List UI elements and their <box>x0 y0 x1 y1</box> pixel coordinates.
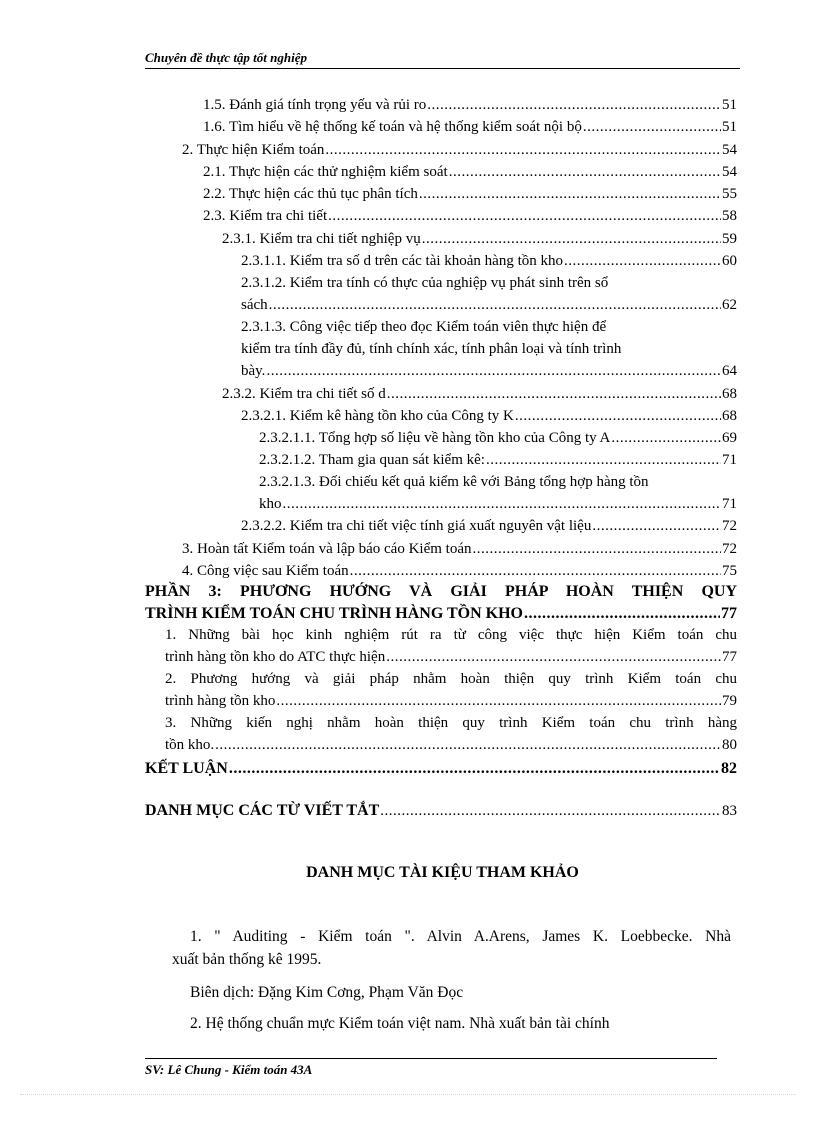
toc-entry <box>241 360 737 382</box>
toc-label: 2.2. Thực hiện các thủ tục phân tích <box>203 186 418 202</box>
toc-label: 2.3.1. Kiểm tra chi tiết nghiệp vụ <box>222 231 421 247</box>
toc-entry <box>165 734 737 756</box>
toc-label: 2.1. Thực hiện các thử nghiệm kiểm soát <box>203 164 448 180</box>
page-footer: SV: Lê Chung - Kiểm toán 43A <box>145 1062 313 1077</box>
toc-page: 58 <box>722 208 737 224</box>
toc-page: 71 <box>722 496 737 512</box>
toc-page: 68 <box>722 386 737 402</box>
toc-entry <box>145 758 737 780</box>
toc-label: TRÌNH KIỂM TOÁN CHU TRÌNH HÀNG TỒN KHO <box>145 605 523 622</box>
toc-page: 54 <box>722 142 737 158</box>
toc-entry <box>259 449 737 471</box>
toc-label: trình hàng tồn kho <box>165 693 276 709</box>
toc-entry <box>203 161 737 183</box>
toc-label-line: 2.3.1.2. Kiểm tra tính có thực của nghiệp vụ phát sinh trên sổ <box>241 275 609 291</box>
toc-entry <box>182 560 737 582</box>
toc-page: 59 <box>722 231 737 247</box>
toc-page: 71 <box>722 452 737 468</box>
page-edge <box>20 1094 796 1095</box>
toc-entry <box>165 646 737 668</box>
reference-item-2: 2. Hệ thống chuẩn mực Kiểm toán việt nam. Nhà xuất bản tài chính <box>190 1015 610 1032</box>
toc-entry <box>145 800 737 822</box>
toc-page: 83 <box>722 803 737 819</box>
reference-item-1: 1. " Auditing - Kiểm toán ". Alvin A.Arens, James K. Loebbecke. Nhà <box>190 928 731 945</box>
toc-entry <box>203 116 737 138</box>
toc-page: 79 <box>722 693 737 709</box>
toc-label: 1.6. Tìm hiểu về hệ thống kế toán và hệ thống kiểm soát nội bộ <box>203 119 582 135</box>
part-heading-line: PHẦN 3: PHƯƠNG HƯỚNG VÀ GIẢI PHÁP HOÀN THIỆN QUY <box>145 583 737 600</box>
toc-page: 55 <box>722 186 737 202</box>
toc-label-line: 3. Những kiến nghị nhằm hoàn thiện quy trình Kiểm toán chu trình hàng <box>165 715 737 731</box>
toc-page: 80 <box>722 737 737 753</box>
reference-item-1-cont: xuất bản thống kê 1995. <box>172 951 322 968</box>
page-header: Chuyên đề thực tập tốt nghiệp <box>145 50 740 69</box>
toc-entry <box>222 228 737 250</box>
toc-label: kho <box>259 496 282 512</box>
toc-entry <box>241 294 737 316</box>
toc-entry <box>145 603 737 625</box>
toc-entry <box>222 383 737 405</box>
toc-page: 60 <box>722 253 737 269</box>
toc-label-line: kiểm tra tính đầy đủ, tính chính xác, tính phân loại và tính trình <box>241 341 622 357</box>
toc-entry <box>165 690 737 712</box>
toc-entry <box>241 405 737 427</box>
toc-label: 2.3.2.1.2. Tham gia quan sát kiểm kê: <box>259 452 485 468</box>
toc-page: 77 <box>721 605 737 622</box>
toc-page: 69 <box>722 430 737 446</box>
toc-entry <box>203 183 737 205</box>
toc-entry <box>259 493 737 515</box>
toc-label-line: 2. Phương hướng và giải pháp nhằm hoàn thiện quy trình Kiểm toán chu <box>165 671 737 687</box>
toc-page: 82 <box>721 760 737 777</box>
toc-page: 64 <box>722 363 737 379</box>
toc-label: DANH MỤC CÁC TỪ VIẾT TẮT <box>145 802 380 819</box>
references-title: DANH MỤC TÀI KIỆU THAM KHẢO <box>306 864 579 881</box>
toc-page: 54 <box>722 164 737 180</box>
toc-entry <box>182 538 737 560</box>
toc-entry <box>203 205 737 227</box>
toc-label: tồn kho. <box>165 737 215 753</box>
toc-entry <box>203 94 737 116</box>
toc-label: 2.3.2.1.1. Tổng hợp số liệu về hàng tồn kho của Công ty A <box>259 430 611 446</box>
toc-page: 51 <box>722 97 737 113</box>
toc-page: 75 <box>722 563 737 579</box>
toc-label: KẾT LUẬN <box>145 760 228 777</box>
toc-entry <box>241 250 737 272</box>
toc-label: 1.5. Đánh giá tính trọng yếu và rủi ro <box>203 97 427 113</box>
toc-label: 2.3. Kiểm tra chi tiết <box>203 208 328 224</box>
toc-label: 2.3.2.2. Kiểm tra chi tiết việc tính giá xuất nguyên vật liệu <box>241 518 592 534</box>
toc-label-line: 2.3.2.1.3. Đối chiếu kết quả kiểm kê với Bảng tổng hợp hàng tồn <box>259 474 649 490</box>
toc-label: 2.3.2. Kiểm tra chi tiết số d <box>222 386 386 402</box>
toc-entry <box>241 515 737 537</box>
toc-label: 2.3.2.1. Kiểm kê hàng tồn kho của Công ty K <box>241 408 514 424</box>
toc-entry <box>259 427 737 449</box>
toc-page: 77 <box>722 649 737 665</box>
toc-label-line: 1. Những bài học kinh nghiệm rút ra từ công việc thực hiện Kiểm toán chu <box>165 627 737 643</box>
toc-page: 72 <box>722 518 737 534</box>
toc-page: 72 <box>722 541 737 557</box>
toc-entry <box>182 139 737 161</box>
toc-page: 68 <box>722 408 737 424</box>
reference-translator: Biên dịch: Đặng Kim Cơng, Phạm Văn Đọc <box>190 984 464 1001</box>
toc-label: 4. Công việc sau Kiểm toán <box>182 563 349 579</box>
toc-label: bày. <box>241 363 266 379</box>
toc-page: 51 <box>722 119 737 135</box>
toc-label: trình hàng tồn kho do ATC thực hiện <box>165 649 386 665</box>
toc-label-line: 2.3.1.3. Công việc tiếp theo đọc Kiểm toán viên thực hiện để <box>241 319 607 335</box>
toc-label: 2. Thực hiện Kiểm toán <box>182 142 325 158</box>
footer-rule <box>145 1058 717 1059</box>
toc-label: 3. Hoàn tất Kiểm toán và lập báo cáo Kiểm toán <box>182 541 472 557</box>
toc-label: 2.3.1.1. Kiểm tra số d trên các tài khoản hàng tồn kho <box>241 253 564 269</box>
toc-label: sách <box>241 297 268 313</box>
toc-page: 62 <box>722 297 737 313</box>
